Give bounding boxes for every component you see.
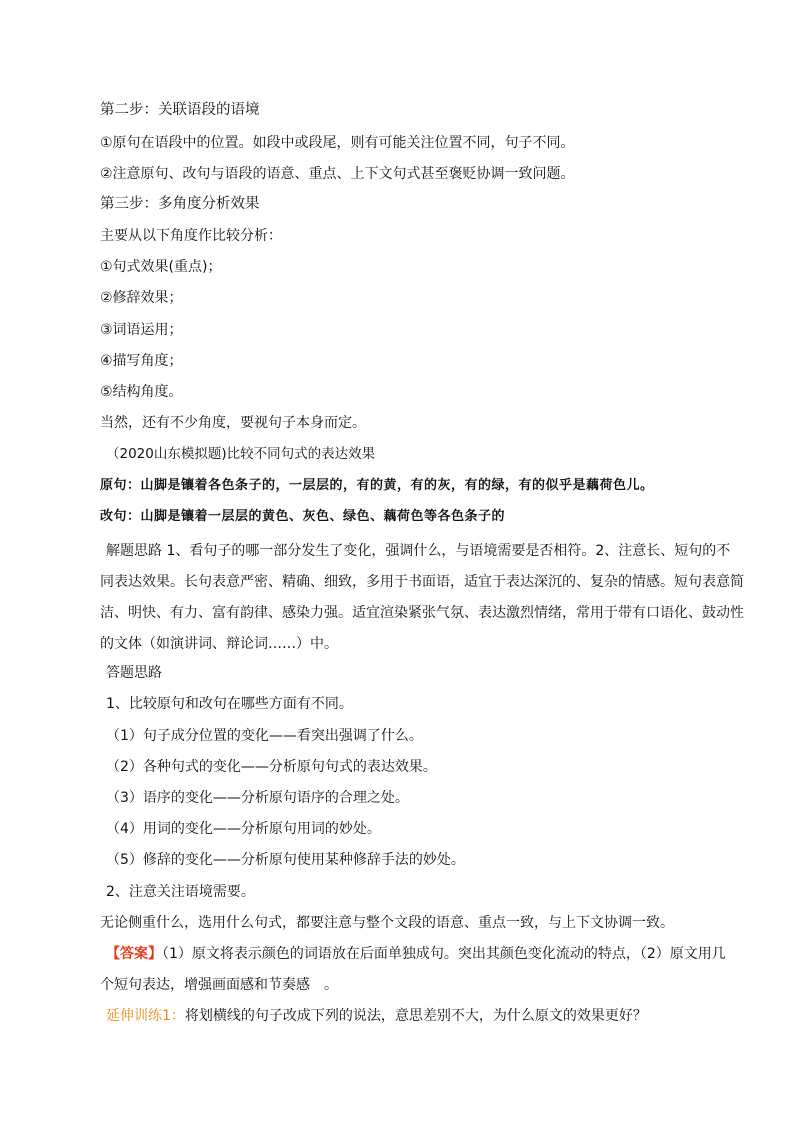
closing-note: 当然，还有不少角度，要视句子本身而定。 [100, 415, 366, 431]
angle-item: ⑤结构角度。 [100, 384, 183, 400]
original-sentence: 原句：山脚是镶着各色条子的，一层层的，有的黄，有的灰，有的绿，有的似乎是藕荷色儿。 [100, 478, 654, 493]
answer-label: 【答案】 [106, 946, 162, 962]
answer-text: （1）原文将表示颜色的词语放在后面单独成句。突出其颜色变化流动的特点，（2）原文用几 [162, 946, 726, 962]
example-title: （2020山东模拟题)比较不同句式的表达效果 [106, 446, 376, 462]
analysis-line: 同表达效果。长句表意严密、精确、细致，多用于书面语，适宜于表达深沉的、复杂的情感。短句表意简 [100, 574, 744, 590]
angle-item: ①句式效果(重点)； [100, 259, 222, 275]
guide-subpoint: （3）语序的变化——分析原句语序的合理之处。 [106, 790, 409, 806]
angle-item: ④描写角度； [100, 353, 183, 369]
step3-title: 第三步：多角度分析效果 [100, 196, 260, 212]
step2-item-1: ①原句在语段中的位置。如段中或段尾，则有可能关注位置不同，句子不同。 [100, 135, 575, 151]
answer-guide-title: 答题思路 [106, 665, 162, 681]
extension-line [106, 1007, 647, 1025]
guide-subpoint: （1）句子成分位置的变化——看突出强调了什么。 [106, 728, 423, 744]
extension-label: 延伸训练1： [106, 1008, 185, 1024]
answer-line-2: 个短句表达，增强画面感和节奏感 。 [100, 977, 338, 993]
guide-subpoint: （2）各种句式的变化——分析原句句式的表达效果。 [106, 759, 437, 775]
angle-item: ③词语运用； [100, 322, 183, 338]
angle-item: ②修辞效果； [100, 290, 183, 306]
step3-intro: 主要从以下角度作比较分析： [100, 228, 282, 244]
revised-sentence: 改句：山脚是镶着一层层的黄色、灰色、绿色、藕荷色等各色条子的 [100, 509, 506, 524]
analysis-line: 的文体（如演讲词、辩论词……）中。 [100, 636, 338, 652]
answer-line-1 [106, 945, 726, 963]
guide-summary: 无论侧重什么，选用什么句式，都要注意与整个文段的语意、重点一致，与上下文协调一致。 [100, 915, 674, 931]
step2-title: 第二步：关联语段的语境 [100, 102, 260, 118]
analysis-line: 洁、明快、有力、富有韵律、感染力强。适宜渲染紧张气氛、表达激烈情绪，常用于带有口语化、鼓动性 [100, 605, 744, 621]
guide-point-1: 1、比较原句和改句在哪些方面有不同。 [106, 696, 353, 712]
guide-point-2: 2、注意关注语境需要。 [106, 884, 255, 900]
extension-text: 将划横线的句子改成下列的说法，意思差别不大，为什么原文的效果更好？ [184, 1008, 647, 1024]
step2-item-2: ②注意原句、改句与语段的语意、重点、上下文句式甚至褒贬协调一致问题。 [100, 166, 575, 182]
analysis-paragraph [100, 536, 744, 660]
guide-subpoint: （5）修辞的变化——分析原句使用某种修辞手法的妙处。 [106, 852, 465, 868]
guide-subpoint: （4）用词的变化——分析原句用词的妙处。 [106, 821, 381, 837]
analysis-line: 解题思路 1、看句子的哪一部分发生了变化，强调什么，与语境需要是否相符。2、注意长、短句的不 [106, 543, 731, 559]
